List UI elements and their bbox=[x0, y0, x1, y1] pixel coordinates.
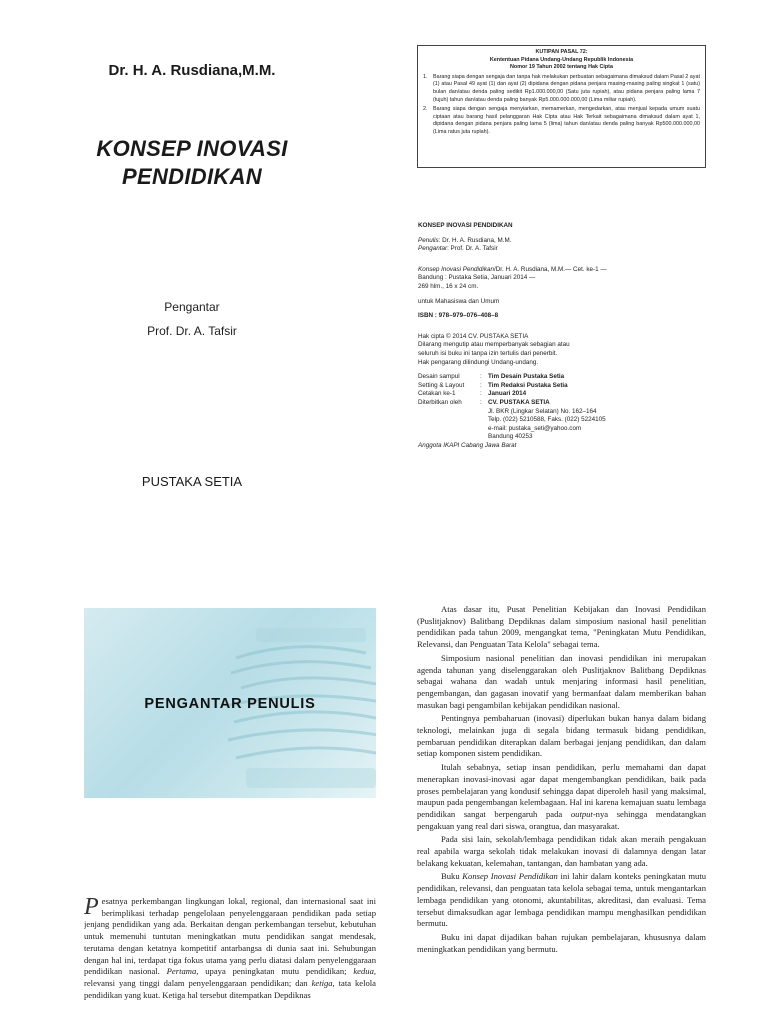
imprint-penulis bbox=[418, 237, 718, 246]
rights-line3: seluruh isi buku ini tanpa izin tertulis dari penerbit. bbox=[418, 349, 558, 357]
credits-table: Desain sampul : Tim Desain Pustaka Setia Setting & Layout : Tim Redaksi Pustaka Setia Cetakan ke-1 : Januari 2014 Diterbitkan oleh : CV. PUSTAKA SETIA Jl. BKR (Lingkar Selatan) No. 162–164 Telp. (022) 5210588, Faks. (022) 5224105 e-mail: pustaka_seti@yahoo.com Bandung 40253 bbox=[418, 373, 718, 442]
address-line: e-mail: pustaka_seti@yahoo.com bbox=[488, 424, 582, 432]
copyright-item-text: Barang siapa dengan sengaja menyiarkan, memamerkan, mengedarkan, atau menjual kepada umum suatu ciptaan atau barang hasil pelanggaran Hak Cipta atau Hak Terkait sebagaimana dimaksud dalam ayat 1, dipidana dengan pidana penjara paling lama 5 (lima) tahun dan/atau denda paling banyak Rp500.000.000,00 (Lima ratus juta rupiah). bbox=[433, 106, 700, 135]
credit-label: Desain sampul bbox=[418, 373, 460, 381]
book-title bbox=[0, 135, 384, 191]
paragraph: Pentingnya pembaharuan (inovasi) diperlukan bukan hanya dalam bidang teknologi, melainkan juga di segala bidang termasuk bidang pendidikan, pembaruan pendidikan diterapkan dalam berbagai jenjang pendidikan, dan dalam setiap komponen sistem pendidikan. bbox=[417, 713, 706, 759]
copyright-items bbox=[423, 74, 700, 137]
address-line: Telp. (022) 5210588, Faks. (022) 5224105 bbox=[488, 416, 606, 424]
drop-cap: P bbox=[84, 896, 99, 920]
author-name: Dr. H. A. Rusdiana,M.M. bbox=[108, 62, 276, 79]
copyright-item-text: Barang siapa dengan sengaja dan tanpa hak melakukan perbuatan sebagaimana dimaksud dalam Pasal 2 ayat (1) atau Pasal 49 ayat (1) dan ayat (2) dipidana dengan pidana penjara masing-masing paling singkat 1 (satu) bulan dan/atau denda paling sedikit Rp1.000.000,00 (Satu juta rupiah), atau pidana penjara paling lama 7 (tujuh) tahun dan/atau denda paling banyak Rp5.000.000.000,00 (Lima miliar rupiah). bbox=[433, 73, 700, 103]
paragraph: Atas dasar itu, Pusat Penelitian Kebijakan dan Inovasi Pendidikan (Puslitjaknov) Balitbang Depdiknas dalam simposium nasional hasil penelitian pendidikan pada tahun 2009, mengangkat tema, "Peningkatan Mutu Pendidikan, Relevansi, dan Penguatan Tata Kelola" sebagai tema. bbox=[417, 604, 706, 650]
rights-line2: Dilarang mengutip atau memperbanyak sebagian atau bbox=[418, 341, 570, 349]
rights-line1: Hak cipta © 2014 CV. PUSTAKA SETIA bbox=[418, 332, 529, 340]
address-line: Bandung 40253 bbox=[488, 433, 533, 441]
catalog-entry bbox=[418, 266, 718, 275]
paragraph: Simposium nasional penelitian dan inovasi pendidikan ini merupakan agenda tahunan yang diselenggarakan oleh Puslitjaknov Balitbang Depdiknas sebagai wahana dan wadah untuk menjaring informasi hasil penelitian, pengembangan, dan gagasan inovatif yang bermanfaat dalam memberikan bahan masukan bagi pengambilan kebijakan pendidikan nasional. bbox=[417, 652, 706, 710]
catalog-title: Konsep Inovasi Pendidikan bbox=[418, 265, 494, 273]
pengantar-name: Prof. Dr. A. Tafsir bbox=[147, 324, 237, 338]
paragraph: Pada sisi lain, sekolah/lembaga pendidikan tidak akan meraih pengakuan real apabila warga sekolah tidak melakukan inovasi di dalamnya dengan latar belakang kekuatan, kelemahan, tantangan, dan hambatan yang ada. bbox=[417, 834, 706, 868]
copyright-notice-box bbox=[417, 45, 706, 168]
book-title-line1: KONSEP INOVASI bbox=[96, 136, 288, 161]
imprint-penulis-value: : Dr. H. A. Rusdiana, M.M. bbox=[438, 236, 512, 244]
address-line: Jl. BKR (Lingkar Selatan) No. 162–164 bbox=[488, 407, 597, 415]
left-paragraph: Pesatnya perkembangan lingkungan lokal, regional, dan internasional saat ini berimplikasi terhadap pengelolaan penyelenggaraan pendidikan pada setiap jenjang pendidikan yang ada. Berkaitan dengan perkembangan tersebut, kebutuhan untuk memenuhi tuntutan meningkatkan mutu pendidikan sangat mendesak, terutama dengan ketatnya kompetitif antarbangsa di dunia saat ini. Sehubungan dengan hal ini, terdapat tiga fokus utama yang perlu diatasi dalam penyelenggaraan pendidikan nasional. Pertama, upaya peningkatan mutu pendidikan; kedua, relevansi yang tinggi dalam penyelenggaraan pendidikan; dan ketiga, tata kelola pendidikan yang kuat. Ketiga hal tersebut ditempatkan Depdiknas bbox=[84, 896, 376, 1000]
isbn: ISBN : 978–979–076–408–8 bbox=[418, 312, 499, 320]
credit-value: CV. PUSTAKA SETIA bbox=[488, 398, 550, 406]
credit-value: Tim Redaksi Pustaka Setia bbox=[488, 381, 568, 389]
copyright-item bbox=[423, 74, 700, 104]
catalog-line4: untuk Mahasiswa dan Umum bbox=[418, 297, 500, 305]
catalog-line2: Bandung : Pustaka Setia, Januari 2014 — bbox=[418, 274, 536, 282]
paragraph: Itulah sebabnya, setiap insan pendidikan, perlu memahami dan dapat menerapkan inovasi-inovasi agar dapat mengembangkan pendidikan, baik pada proses pembelajaran yang kondusif sehingga dapat diperoleh hasil yang maksimal, maupun pada pengembangan kelembagaan. Hal ini karena kemajuan suatu lembaga pendidikan sangat berpengaruh pada output-nya sehingga mendatangkan pengakuan yang real dari siswa, orangtua, dan masyarakat. bbox=[417, 762, 706, 831]
credit-value: Januari 2014 bbox=[488, 390, 527, 398]
credit-label: Diterbitkan oleh bbox=[418, 398, 462, 406]
paragraph: Buku ini dapat dijadikan bahan rujukan pembelajaran, khususnya dalam meningkatkan pendidikan yang bermutu. bbox=[417, 931, 706, 954]
copyright-law-reference: Nomor 19 Tahun 2002 tentang Hak Cipta bbox=[510, 64, 613, 71]
copyright-item-number: 2. bbox=[423, 106, 428, 113]
copyright-item bbox=[423, 106, 700, 136]
ikapi-membership: Anggota IKAPI Cabang Jawa Barat bbox=[418, 441, 517, 449]
copyright-item-number: 1. bbox=[423, 73, 428, 80]
catalog-line1: /Dr. H. A. Rusdiana, M.M.— Cet. ke-1 — bbox=[493, 265, 607, 273]
publisher-name: PUSTAKA SETIA bbox=[141, 474, 243, 489]
imprint-pengantar bbox=[418, 245, 718, 254]
left-column-text bbox=[84, 896, 376, 1024]
section-banner bbox=[84, 608, 376, 798]
catalog-line3: 269 hlm., 16 x 24 cm. bbox=[418, 282, 479, 290]
paragraph: Buku Konsep Inovasi Pendidikan ini lahir dalam konteks peningkatan mutu pendidikan, relevansi, dan penguatan tata kelola sebagai tema, untuk mengantarkan lembaga pendidikan yang otonomi, akuntabilitas, akreditasi, dan evaluasi. Tema tersebut dimaksudkan agar lembaga pendidikan mampu menghasilkan pendidikan bermutu. bbox=[417, 871, 706, 929]
imprint-pengantar-value: : Prof. Dr. A. Tafsir bbox=[447, 245, 498, 253]
credit-label: Setting & Layout bbox=[418, 381, 465, 389]
imprint-pengantar-label: Pengantar bbox=[418, 245, 448, 253]
copyright-subheading: Kententuan Pidana Undang-Undang Republik Indonesia bbox=[489, 56, 634, 63]
book-title-line2: PENDIDIKAN bbox=[122, 164, 262, 189]
rights-line4: Hak pengarang dilindungi Undang-undang. bbox=[418, 358, 539, 366]
right-column-text bbox=[417, 604, 706, 1024]
pengantar-label: Pengantar bbox=[164, 300, 220, 314]
imprint-block bbox=[418, 222, 718, 450]
section-heading: PENGANTAR PENULIS bbox=[144, 696, 316, 712]
copyright-heading: KUTIPAN PASAL 72: bbox=[535, 49, 588, 55]
credit-label: Cetakan ke-1 bbox=[418, 390, 456, 398]
credit-value: Tim Desain Pustaka Setia bbox=[488, 373, 565, 381]
imprint-book-title: KONSEP INOVASI PENDIDIKAN bbox=[418, 222, 513, 229]
imprint-penulis-label: Penulis bbox=[418, 236, 439, 244]
